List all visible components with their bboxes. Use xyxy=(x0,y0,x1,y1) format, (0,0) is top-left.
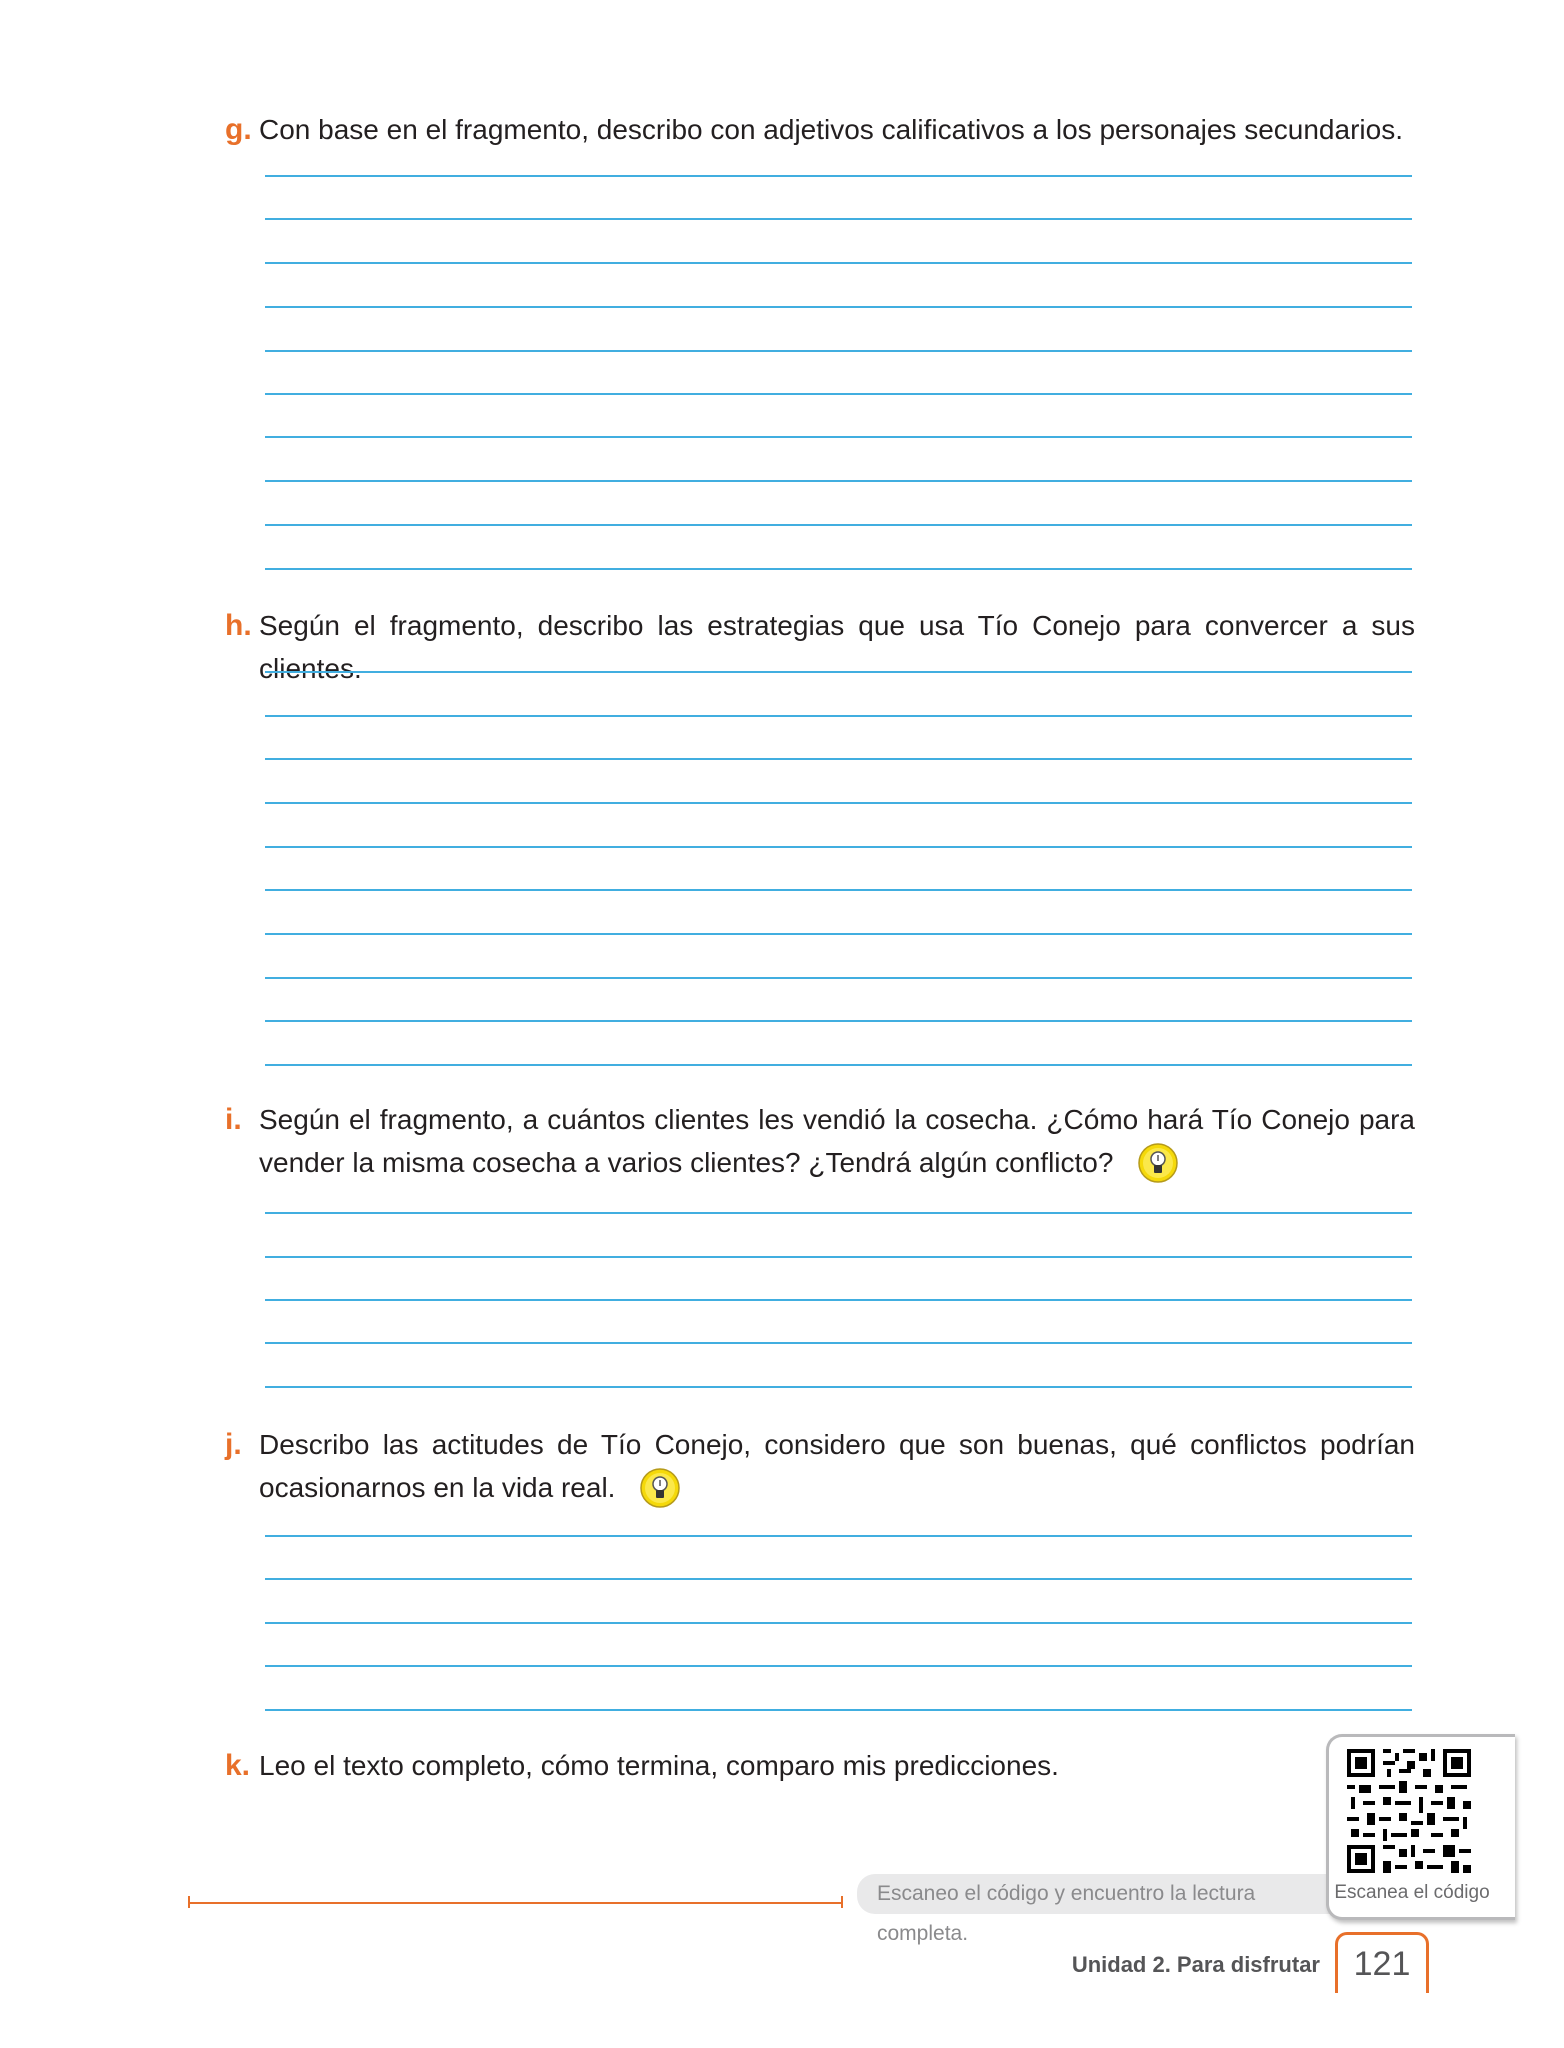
question-letter: k. xyxy=(225,1749,251,1782)
answer-lines-i[interactable] xyxy=(265,1212,1412,1392)
question-letter: h. xyxy=(225,609,252,642)
answer-lines-h[interactable] xyxy=(265,671,1412,1071)
question-letter: g. xyxy=(225,113,252,146)
scan-note: Escaneo el código y encuentro la lectura completa. xyxy=(857,1874,1337,1914)
question-text: Con base en el fragmento, describo con adjetivos calificativos a los personajes secundarios. xyxy=(259,114,1403,145)
unit-title: Unidad 2. Para disfrutar xyxy=(1071,1952,1320,1977)
question-j xyxy=(225,1423,1415,1511)
page-number: 121 xyxy=(1335,1932,1429,1993)
question-g xyxy=(225,108,1415,151)
qr-label: Escanea el código xyxy=(1334,1882,1490,1903)
answer-lines-j[interactable] xyxy=(265,1535,1412,1715)
question-i xyxy=(225,1098,1415,1186)
question-letter: i. xyxy=(225,1103,242,1136)
footer-rule-tick xyxy=(841,1896,843,1908)
question-text: Según el fragmento, a cuántos clientes les vendió la cosecha. ¿Cómo hará Tío Conejo para vender la misma cosecha a varios clientes? ¿Tendrá algún conflicto? xyxy=(259,1104,1415,1178)
question-k xyxy=(225,1744,1305,1787)
footer-rule-tick xyxy=(188,1896,190,1908)
lightbulb-icon xyxy=(1137,1142,1179,1184)
question-letter: j. xyxy=(225,1428,242,1461)
question-text: Describo las actitudes de Tío Conejo, considero que son buenas, qué conflictos podrían ocasionarnos en la vida real. xyxy=(259,1429,1415,1503)
footer-rule xyxy=(188,1902,843,1904)
question-text: Leo el texto completo, cómo termina, comparo mis predicciones. xyxy=(259,1750,1059,1781)
lightbulb-icon xyxy=(639,1467,681,1509)
answer-lines-g[interactable] xyxy=(265,175,1412,575)
qr-card[interactable] xyxy=(1326,1734,1515,1920)
question-text: Según el fragmento, describo las estrategias que usa Tío Conejo para convercer a sus clientes. xyxy=(259,610,1415,684)
qr-code-icon[interactable] xyxy=(1343,1745,1475,1877)
